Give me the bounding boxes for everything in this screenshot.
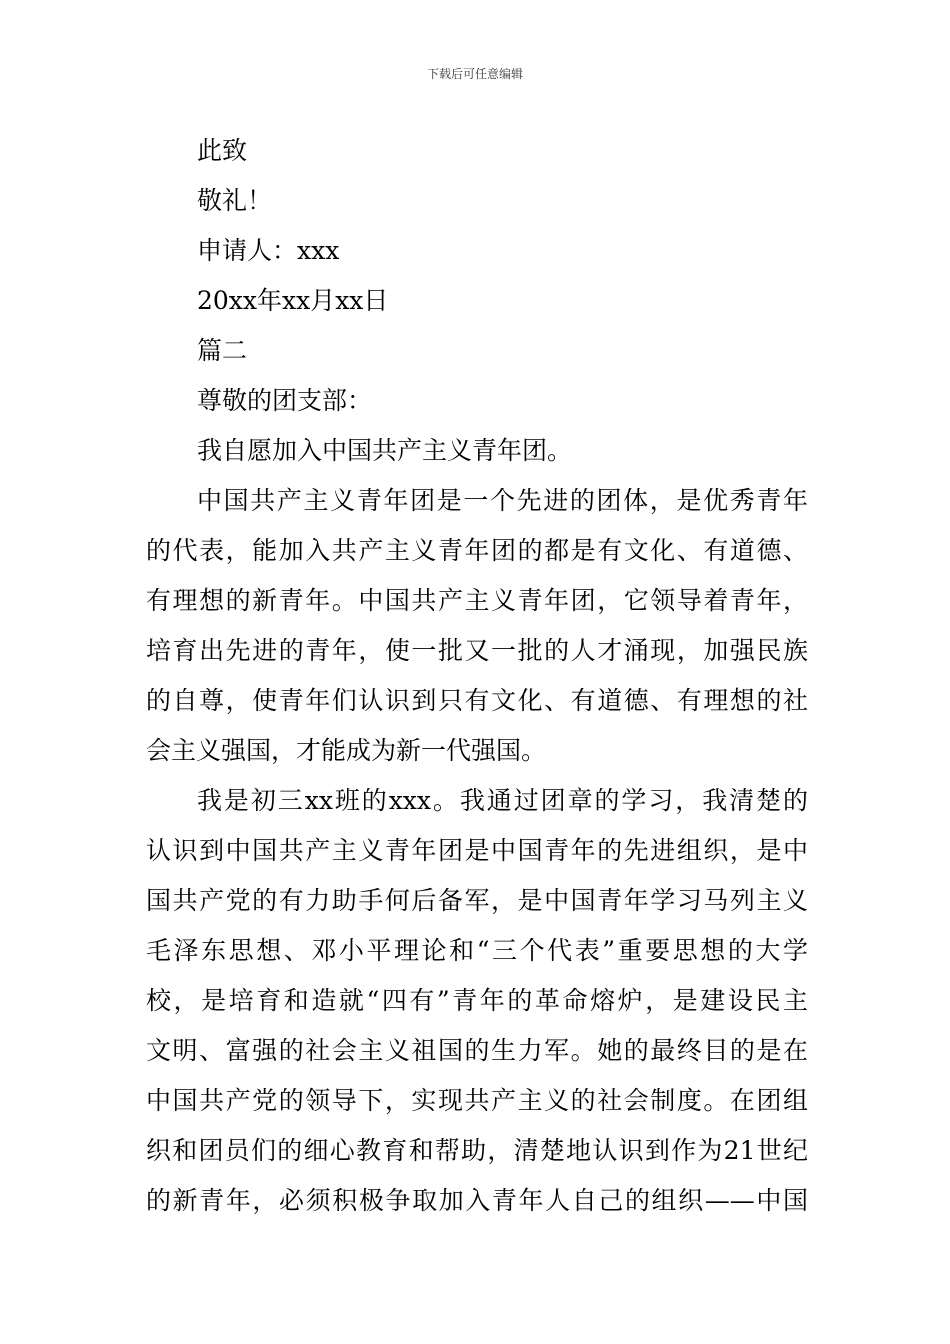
closing-respect: 敬礼！ [197,186,273,215]
paragraph-line: 会主义强国，才能成为新一代强国。 [146,736,547,765]
paragraph-line: 中国共产主义青年团是一个先进的团体，是优秀青年 [197,486,808,515]
paragraph-line: 培育出先进的青年，使一批又一批的人才涌现，加强民族 [146,636,808,665]
paragraph-line: 毛泽东思想、邓小平理论和“三个代表”重要思想的大学 [146,936,808,965]
page-header: 下载后可任意编辑 [426,67,523,81]
greeting-line: 尊敬的团支部： [197,386,373,415]
paragraph-line: 织和团员们的细心教育和帮助，清楚地认识到作为21世纪 [146,1136,808,1165]
document-body [146,126,808,1226]
paragraph-line: 国共产党的有力助手何后备军，是中国青年学习马列主义 [146,886,808,915]
paragraph-line: 的自尊，使青年们认识到只有文化、有道德、有理想的社 [146,686,808,715]
paragraph-line: 我是初三xx班的xxx。我通过团章的学习，我清楚的 [197,786,808,815]
paragraph-line: 文明、富强的社会主义祖国的生力军。她的最终目的是在 [146,1036,808,1065]
closing-salutation: 此致 [197,136,248,165]
paragraph-line: 有理想的新青年。中国共产主义青年团，它领导着青年， [146,586,808,615]
date-line: 20xx年xx月xx日 [197,286,389,315]
paragraph-line: 的代表，能加入共产主义青年团的都是有文化、有道德、 [146,536,808,565]
paragraph-line: 校，是培育和造就“四有”青年的革命熔炉，是建设民主 [146,986,808,1015]
paragraph-line: 的新青年，必须积极争取加入青年人自己的组织——中国 [146,1186,808,1215]
paragraph-line: 中国共产党的领导下，实现共产主义的社会制度。在团组 [146,1086,808,1115]
paragraph-1 [146,476,808,776]
applicant-line: 申请人：xxx [197,236,340,265]
section-title: 篇二 [197,336,248,365]
paragraph-line: 认识到中国共产主义青年团是中国青年的先进组织，是中 [146,836,808,865]
intro-line: 我自愿加入中国共产主义青年团。 [197,436,573,465]
paragraph-2 [146,776,808,1226]
